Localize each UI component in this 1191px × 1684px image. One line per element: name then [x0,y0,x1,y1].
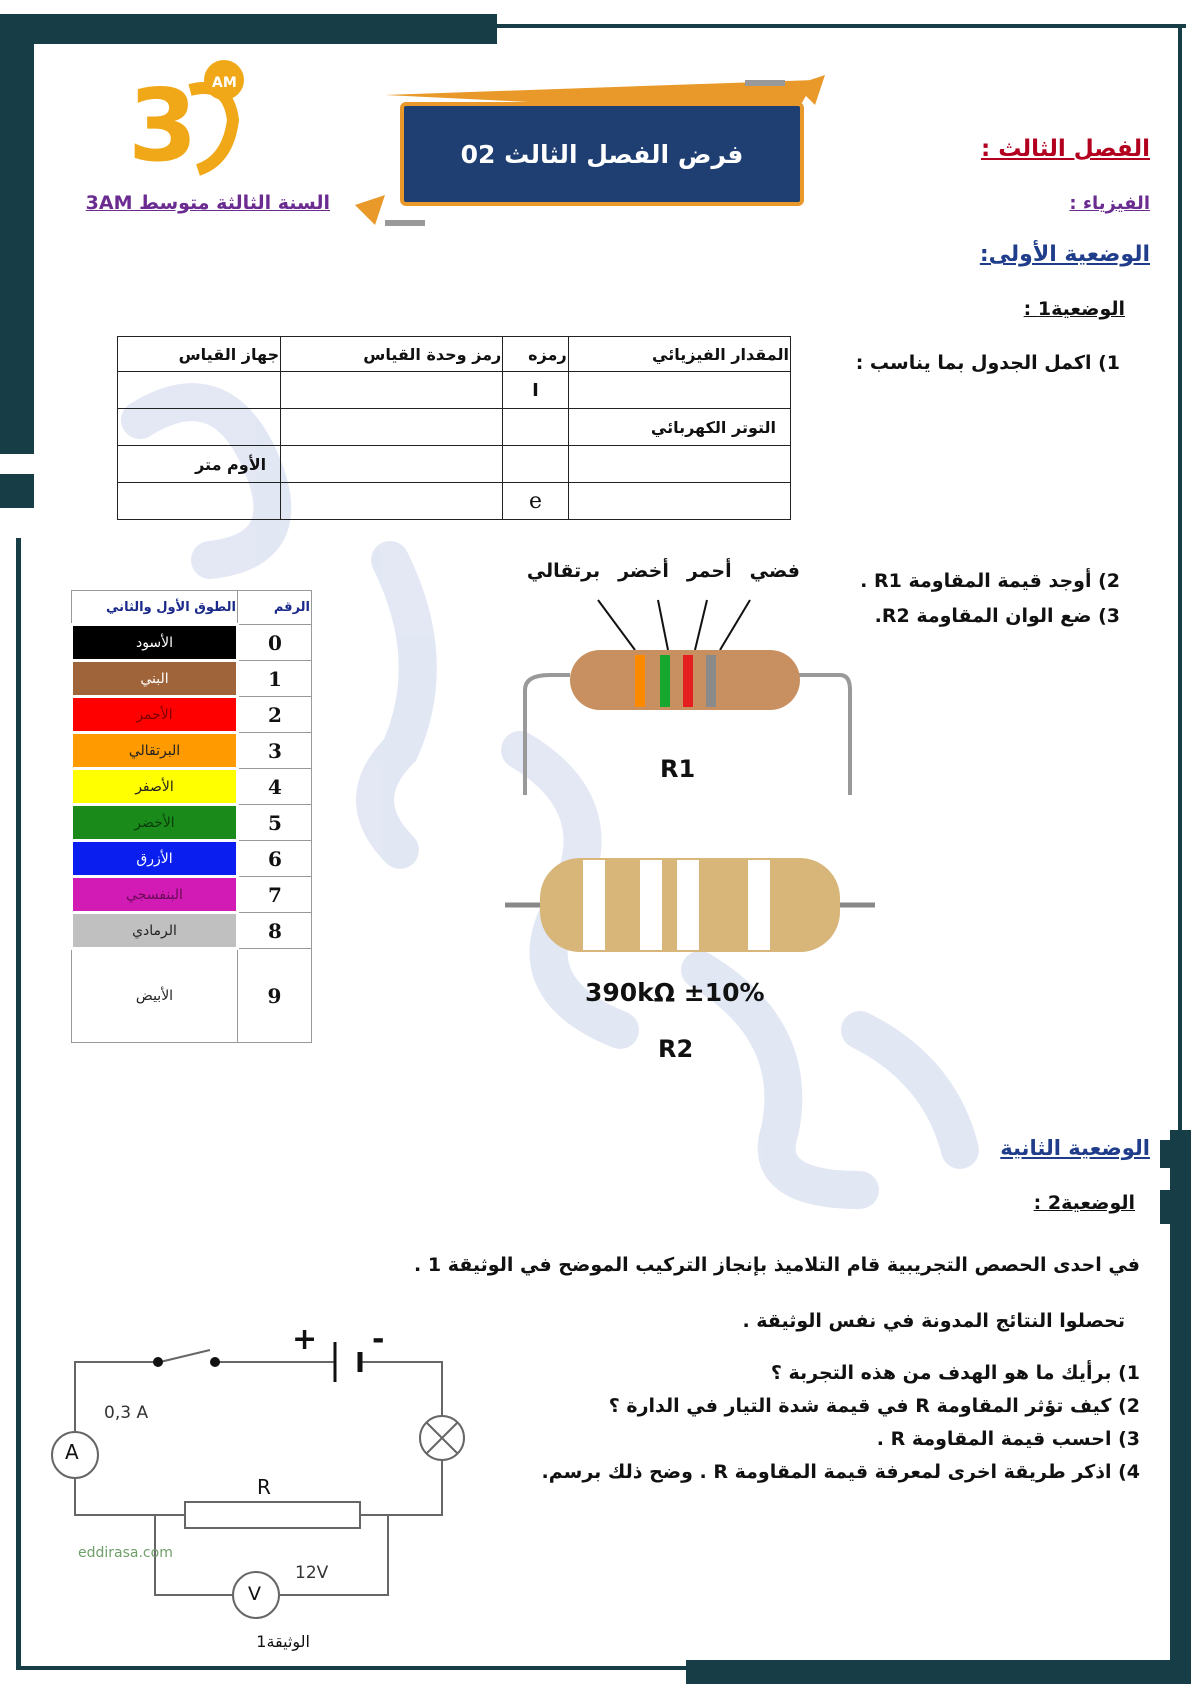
color-table-row [72,949,312,1043]
color-digit: 5 [238,805,312,841]
band-label: فضي [749,560,800,582]
color-digit: 9 [238,949,312,1043]
color-swatch: البرتقالي [72,733,238,769]
document-label: الوثيقة1 [256,1632,310,1651]
table-cell[interactable] [568,372,790,409]
table-cell[interactable] [503,446,568,483]
logo-3am [128,60,254,180]
color-digit: 4 [238,769,312,805]
table-row [118,372,791,409]
color-swatch: البنفسجي [72,877,238,913]
voltage-reading: 12V [295,1563,329,1583]
table-cell: الأوم متر [118,446,281,483]
subject-heading: الفيزياء : [1069,193,1150,214]
color-digit: 0 [238,625,312,661]
table-row [118,446,791,483]
exam-title-text: فرض الفصل الثالث 02 [460,139,744,169]
section2-question-4: 4) اذكر طريقة اخرى لمعرفة قيمة المقاومة R . وضح ذلك برسم. [541,1461,1140,1483]
color-digit: 8 [238,913,312,949]
color-table-row [72,769,312,805]
frame-left-block [0,474,34,508]
band-label: أحمر [686,560,732,582]
table-cell: التوتر الكهربائي [568,409,790,446]
section2-question-2: 2) كيف تؤثر المقاومة R في قيمة شدة التيار في الدارة ؟ [608,1395,1140,1417]
section2-intro-2: تحصلوا النتائج المدونة في نفس الوثيقة . [742,1310,1125,1332]
watermark-site: eddirasa.com [78,1545,173,1561]
color-swatch: الأصفر [72,769,238,805]
frame-left-line [16,538,21,1668]
color-table-row [72,913,312,949]
frame-right-line [1178,24,1182,1134]
color-swatch: الأسود [72,625,238,661]
color-swatch: الأبيض [72,949,238,1043]
r2-label: R2 [658,1035,694,1063]
r2-value: 390kΩ ±10% [585,978,765,1007]
color-table-header-num: الرقم [238,591,312,625]
r1-label: R1 [660,755,696,783]
question-1: 1) اكمل الجدول بما يناسب : [855,352,1120,374]
band-label: برتقالي [526,560,601,582]
table-row [118,409,791,446]
table-cell[interactable] [281,483,503,520]
color-table-row [72,661,312,697]
ammeter-symbol: A [65,1440,79,1464]
current-reading: 0,3 A [104,1403,149,1423]
color-swatch: الأزرق [72,841,238,877]
table-cell[interactable] [118,409,281,446]
exam-title [400,102,804,206]
table-cell: e [503,483,568,520]
voltmeter-symbol: V [248,1583,261,1605]
table-cell[interactable] [281,372,503,409]
color-table-row [72,805,312,841]
svg-text:3: 3 [128,67,198,180]
color-table-row [72,625,312,661]
frame-bottom-bar [686,1660,1186,1684]
physics-quantity-table [117,336,791,520]
question-3: 3) ضع الوان المقاومة R2. [874,605,1120,627]
table-header: المقدار الفيزيائي [568,337,790,372]
table-cell[interactable] [568,446,790,483]
section2-title: الوضعية الثانية [1000,1136,1150,1160]
frame-tab [1160,1190,1191,1224]
section1-title: الوضعية الأولى: [979,242,1150,267]
color-swatch: الأحمر [72,697,238,733]
color-table-row [72,697,312,733]
color-digit: 6 [238,841,312,877]
color-swatch: البني [72,661,238,697]
table-header: جهاز القياس [118,337,281,372]
table-cell[interactable] [281,409,503,446]
color-digit: 2 [238,697,312,733]
color-table-row [72,733,312,769]
color-swatch: الرمادي [72,913,238,949]
color-digit: 3 [238,733,312,769]
battery-minus: - [372,1322,385,1357]
table-row [118,483,791,520]
band-labels [520,560,800,582]
frame-tab [1160,1140,1191,1168]
table-header: رمز وحدة القياس [281,337,503,372]
table-cell[interactable] [503,409,568,446]
section2-question-3: 3) احسب قيمة المقاومة R . [876,1428,1140,1450]
resistor-r2-illustration [505,850,875,960]
table-cell: I [503,372,568,409]
color-digit: 1 [238,661,312,697]
table-cell[interactable] [118,372,281,409]
frame-left-bar [0,14,34,454]
frame-top-bar [0,14,497,44]
section2-question-1: 1) برأيك ما هو الهدف من هذه التجربة ؟ [770,1362,1140,1384]
svg-text:AM: AM [212,75,237,91]
section1-subtitle: الوضعية1 : [1023,298,1125,320]
table-cell[interactable] [118,483,281,520]
battery-plus: + [292,1322,318,1357]
color-table-row [72,841,312,877]
band-label: أخضر [618,560,669,582]
question-2: 2) أوجد قيمة المقاومة R1 . [860,570,1120,592]
frame-top-line [497,24,1186,28]
section2-intro-1: في احدى الحصص التجريبية قام التلاميذ بإنجاز التركيب الموضح في الوثيقة 1 . [414,1254,1140,1276]
table-header-row [118,337,791,372]
color-digit: 7 [238,877,312,913]
resistor-symbol: R [257,1475,271,1499]
color-table-header-color: الطوق الأول والثاني [72,591,238,625]
chapter-heading: الفصل الثالث : [980,136,1150,162]
table-cell[interactable] [281,446,503,483]
color-swatch: الأخضر [72,805,238,841]
level-label: السنة الثالثة متوسط 3AM [85,192,330,214]
color-code-table [70,590,312,1043]
color-table-row [72,877,312,913]
table-cell[interactable] [568,483,790,520]
table-header: رمزه [503,337,568,372]
section2-subtitle: الوضعية2 : [1033,1192,1135,1214]
